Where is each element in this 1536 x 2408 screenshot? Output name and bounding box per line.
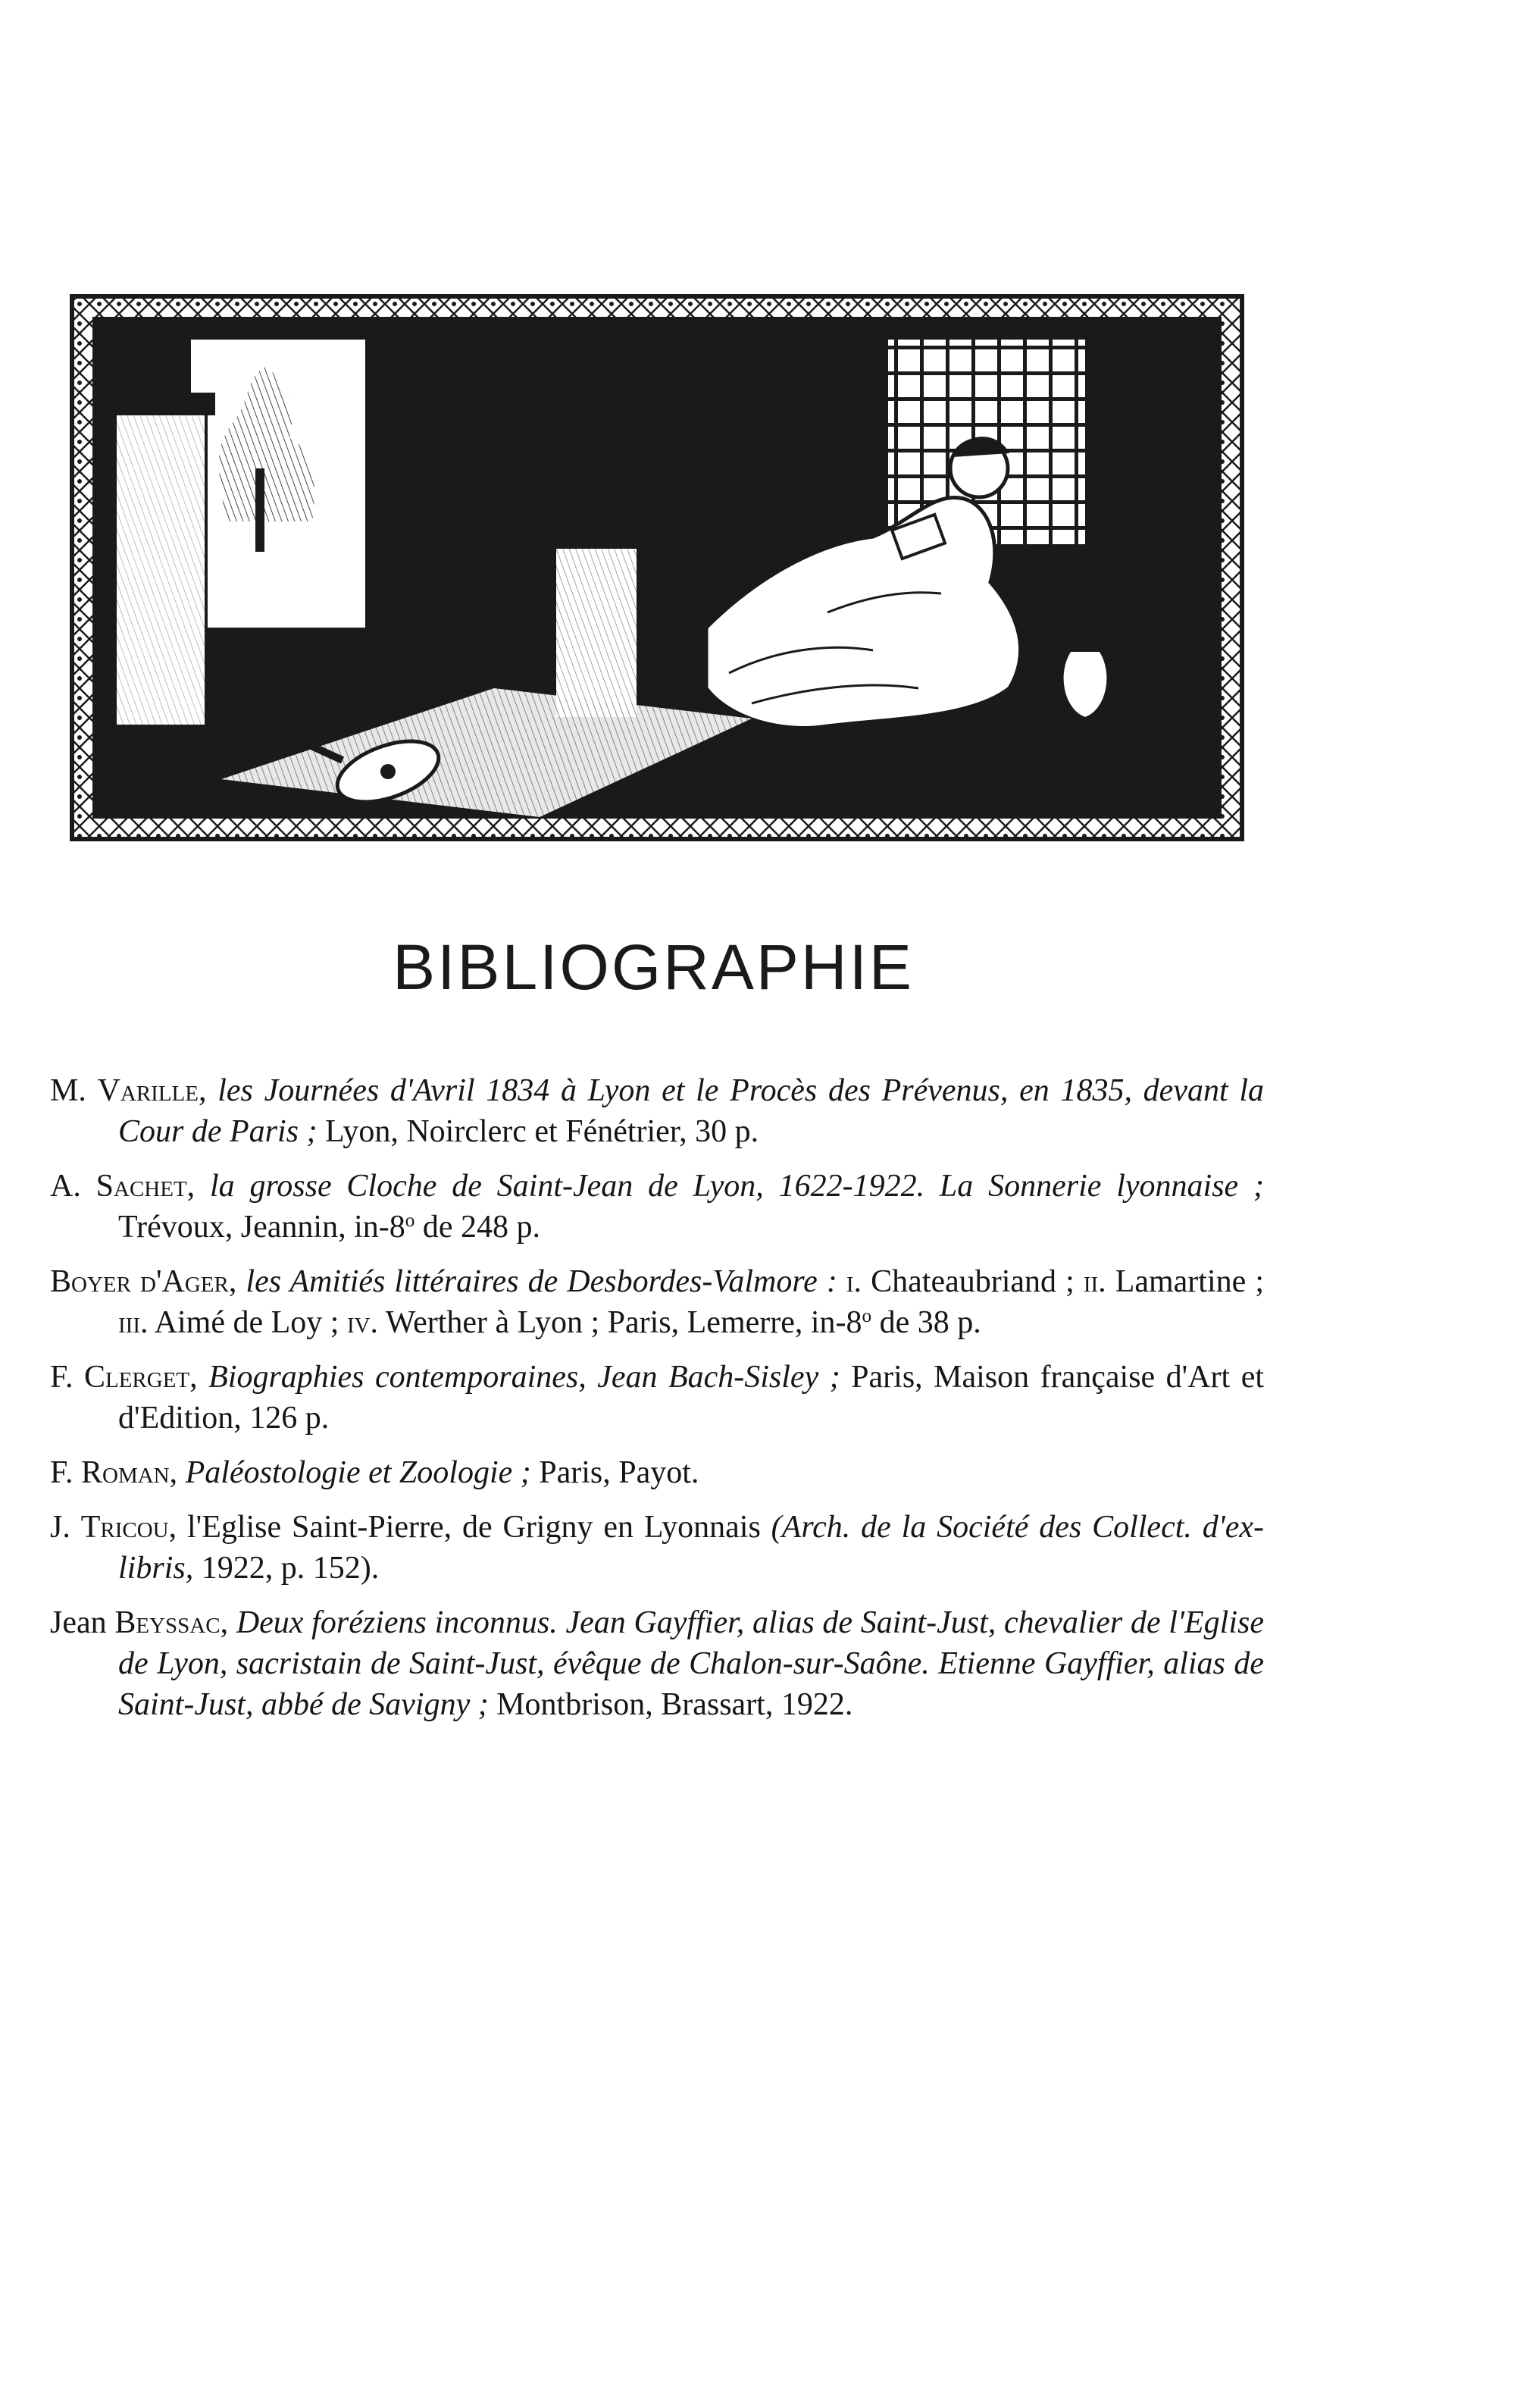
publication-info-end: de 248 p.	[415, 1210, 541, 1245]
publication-info-end: de 38 p.	[871, 1305, 981, 1340]
author-initial: F.	[50, 1360, 84, 1395]
work-title: Paléostologie et Zoologie ;	[185, 1455, 531, 1490]
author-initial: Jean	[50, 1605, 115, 1640]
author-name: Beyssac	[114, 1605, 221, 1640]
work-title: la grosse Cloche de Saint-Jean de Lyon, 1622-1922. La Sonnerie lyonnaise ;	[210, 1169, 1264, 1204]
author-initial: F.	[50, 1455, 81, 1490]
bibliography-entry: Boyer d'Ager, les Amitiés littéraires de Desbordes-Valmore : i. Chateaubriand ; ii. Lamartine ; iii. Aimé de Loy ; iv. Werther à Lyon ; Paris, Lemerre, in-8$^o$ de 38 p.	[50, 1264, 1264, 1340]
author-name: Boyer d'Ager	[50, 1264, 229, 1299]
superscript: o	[862, 1306, 872, 1327]
work-title: les Journées d'Avril 1834 à Lyon et le Procès des Prévenus, en 1835, devant la Cour de Paris ;	[118, 1073, 1265, 1149]
header-engraving	[70, 294, 1244, 841]
bibliography-list	[50, 1070, 1264, 1739]
bibliography-entry: A. Sachet, la grosse Cloche de Saint-Jean de Lyon, 1622-1922. La Sonnerie lyonnaise ; Trévoux, Jeannin, in-8$^o$ de 248 p.	[50, 1169, 1264, 1245]
work-title-plain: l'Eglise Saint-Pierre, de Grigny en Lyonnais	[186, 1510, 771, 1545]
part-number: ii.	[1083, 1264, 1106, 1299]
publication-info: Paris, Payot.	[530, 1455, 699, 1490]
bibliography-entry: Jean Beyssac, Deux foréziens inconnus. Jean Gayffier, alias de Saint-Just, chevalier de l'Eglise de Lyon, sacristain de Saint-Just, évêque de Chalon-sur-Saône. Etienne Gayffier, alias de Saint-Just, abbé de Savigny ; Montbrison, Brassart, 1922.	[50, 1605, 1265, 1722]
source-title: (Arch. de la Société des Collect. d'ex-libris,	[118, 1510, 1264, 1586]
author-name: Clerget	[83, 1360, 190, 1395]
author-name: Roman	[81, 1455, 170, 1490]
part-text: Lamartine ;	[1106, 1264, 1264, 1299]
part-number: i.	[846, 1264, 862, 1299]
page-title: BIBLIOGRAPHIE	[393, 932, 914, 1003]
author-initial: M.	[50, 1073, 98, 1108]
author-initial: J.	[50, 1510, 81, 1545]
work-title: Biographies contemporaines, Jean Bach-Sisley ;	[208, 1360, 840, 1395]
author-name: Tricou	[80, 1510, 169, 1545]
part-number: iv.	[346, 1305, 379, 1340]
author-name: Varille	[97, 1073, 199, 1108]
bibliography-entry: F. Roman, Paléostologie et Zoologie ; Paris, Payot.	[50, 1455, 699, 1490]
author-initial: A.	[50, 1169, 96, 1204]
part-text: Werther à Lyon ; Paris, Lemerre, in-8	[378, 1305, 862, 1340]
superscript: o	[405, 1210, 415, 1232]
bibliography-entry: F. Clerget, Biographies contemporaines, Jean Bach-Sisley ; Paris, Maison française d'Art et d'Edition, 126 p.	[50, 1360, 1264, 1436]
part-text: Aimé de Loy ;	[148, 1305, 347, 1340]
publication-info: Trévoux, Jeannin, in-8	[118, 1210, 405, 1245]
author-name: Sachet	[95, 1169, 187, 1204]
publication-info: 1922, p. 152).	[193, 1551, 380, 1586]
work-title: Deux foréziens inconnus. Jean Gayffier, alias de Saint-Just, chevalier de l'Eglise de Lyon, sacristain de Saint-Just, évêque de Chalon-sur-Saône. Etienne Gayffier, alias de Saint-Just, abbé de Savigny ;	[118, 1605, 1265, 1722]
work-title: les Amitiés littéraires de Desbordes-Valmore :	[246, 1264, 837, 1299]
publication-info: Lyon, Noirclerc et Fénétrier, 30 p.	[317, 1114, 759, 1149]
bibliography-entry: J. Tricou, l'Eglise Saint-Pierre, de Grigny en Lyonnais (Arch. de la Société des Collect. d'ex-libris, 1922, p. 152).	[50, 1510, 1264, 1586]
part-text: Chateaubriand ;	[862, 1264, 1084, 1299]
publication-info: Paris, Maison française d'Art et d'Edition, 126 p.	[118, 1360, 1264, 1436]
part-number: iii.	[118, 1305, 149, 1340]
publication-info: Montbrison, Brassart, 1922.	[488, 1687, 853, 1722]
bibliography-entry: M. Varille, les Journées d'Avril 1834 à Lyon et le Procès des Prévenus, en 1835, devant la Cour de Paris ; Lyon, Noirclerc et Fénétrier, 30 p.	[50, 1073, 1265, 1149]
